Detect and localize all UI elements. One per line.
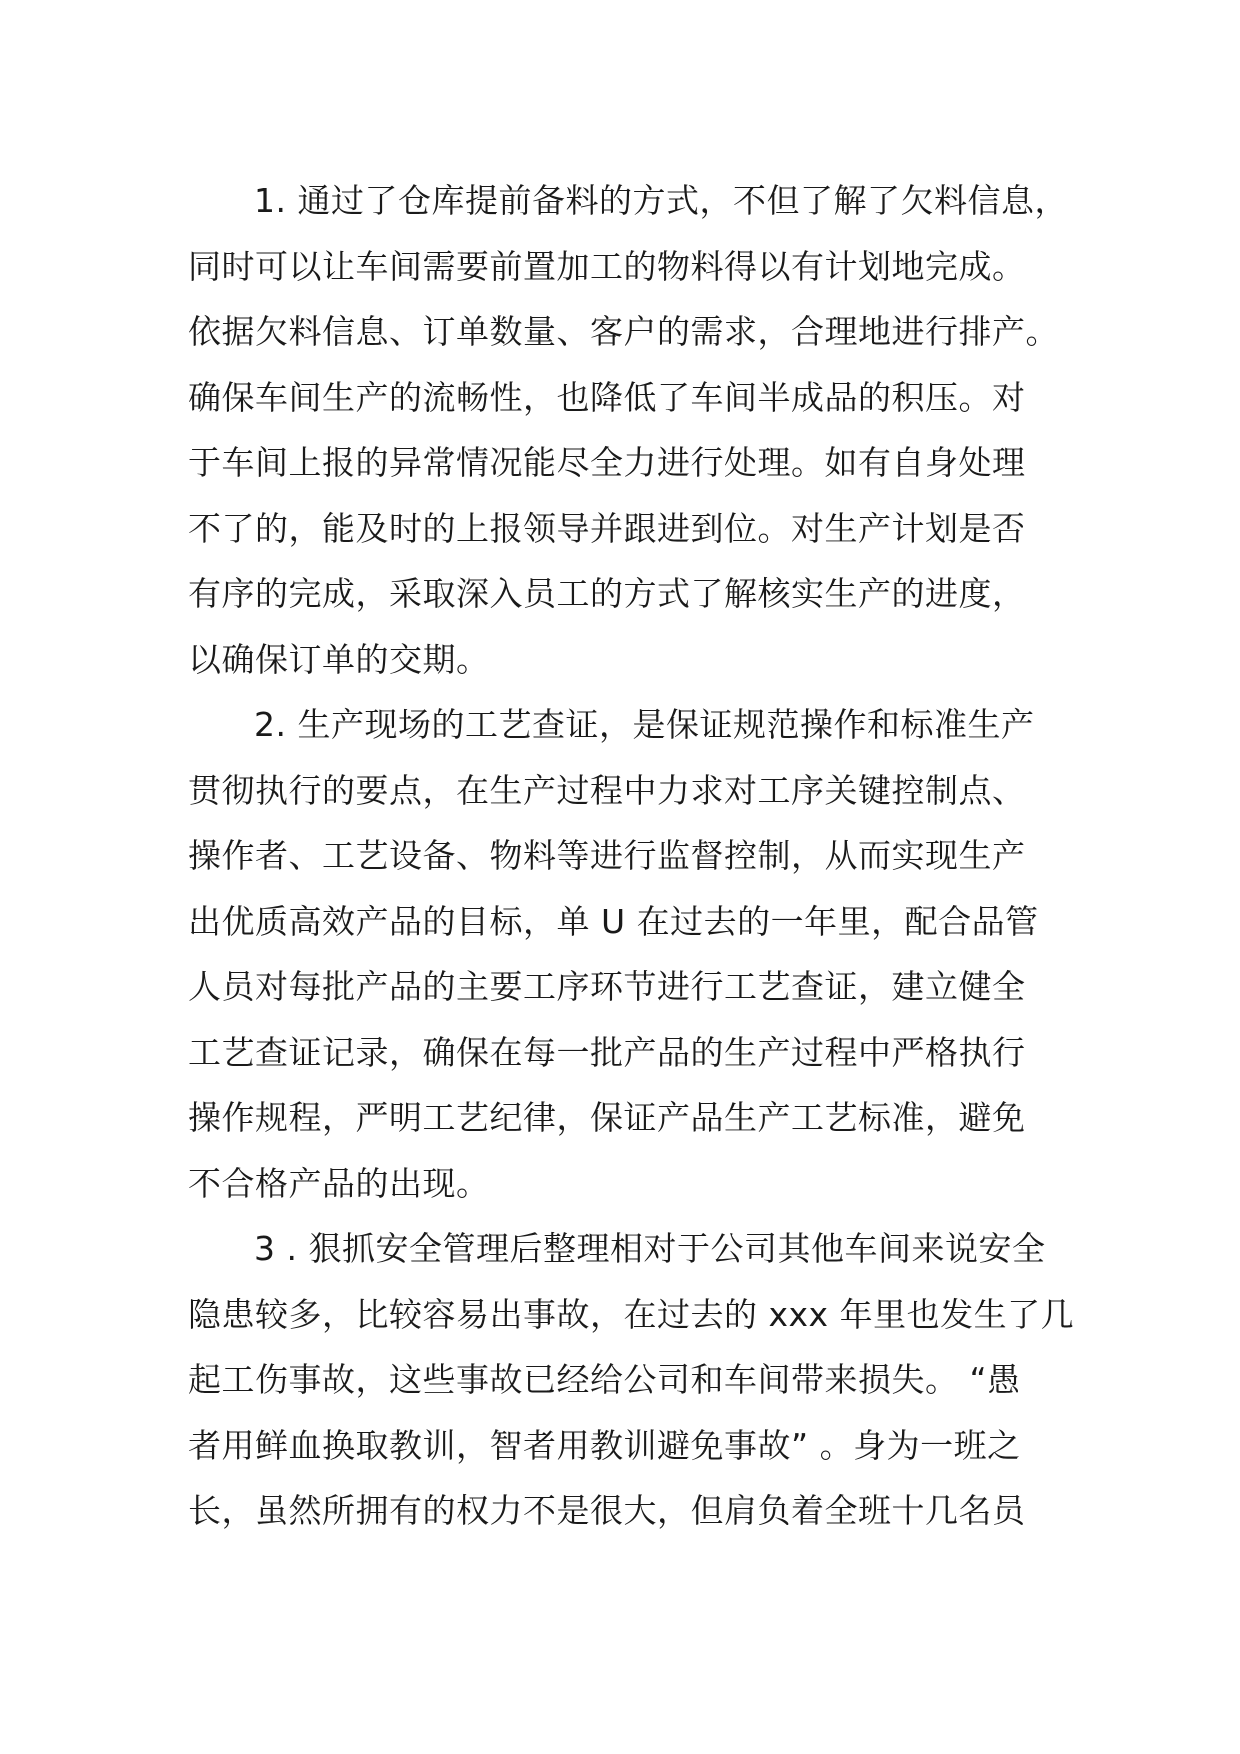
- text-line: 不合格产品的出现。: [188, 1163, 490, 1203]
- text-line: 隐患较多，比较容易出事故，在过去的 xxx 年里也发生了几: [188, 1294, 1075, 1334]
- text-line: 有序的完成，采取深入员工的方式了解核实生产的进度，: [188, 574, 1026, 613]
- text-line: 依据欠料信息、订单数量、客户的需求，合理地进行排产。: [188, 312, 1059, 351]
- paragraph-first-line: 1. 通过了仓库提前备料的方式，不但了解了欠料信息，: [254, 181, 1068, 220]
- text-line: 起工伤事故，这些事故已经给公司和车间带来损失。 “愚: [188, 1360, 1021, 1399]
- text-line: 以确保订单的交期。: [188, 639, 490, 679]
- text-line: 工艺查证记录，确保在每一批产品的生产过程中严格执行: [188, 1032, 1026, 1072]
- text-line: 确保车间生产的流畅性，也降低了车间半成品的积压。对: [188, 377, 1026, 417]
- text-line: 于车间上报的异常情况能尽全力进行处理。如有自身处理: [188, 443, 1026, 482]
- paragraph-first-line: 3 . 狠抓安全管理后整理相对于公司其他车间来说安全: [254, 1229, 1046, 1268]
- paragraph-first-line: 2. 生产现场的工艺查证，是保证规范操作和标准生产: [254, 705, 1035, 744]
- text-line: 长，虽然所拥有的权力不是很大，但肩负着全班十几名员: [188, 1491, 1026, 1530]
- text-line: 操作规程，严明工艺纪律，保证产品生产工艺标准，避免: [188, 1098, 1026, 1137]
- text-line: 出优质高效产品的目标，单 U 在过去的一年里，配合品管: [188, 901, 1039, 941]
- text-line: 者用鲜血换取教训，智者用教训避免事故” 。身为一班之: [188, 1425, 1021, 1465]
- text-line: 同时可以让车间需要前置加工的物料得以有计划地完成。: [188, 246, 1026, 286]
- text-line: 不了的，能及时的上报领导并跟进到位。对生产计划是否: [188, 508, 1026, 548]
- text-line: 人员对每批产品的主要工序环节进行工艺查证，建立健全: [188, 967, 1026, 1006]
- text-line: 贯彻执行的要点，在生产过程中力求对工序关键控制点、: [188, 770, 1026, 810]
- text-line: 操作者、工艺设备、物料等进行监督控制，从而实现生产: [188, 836, 1026, 875]
- document-body: [188, 168, 1075, 1544]
